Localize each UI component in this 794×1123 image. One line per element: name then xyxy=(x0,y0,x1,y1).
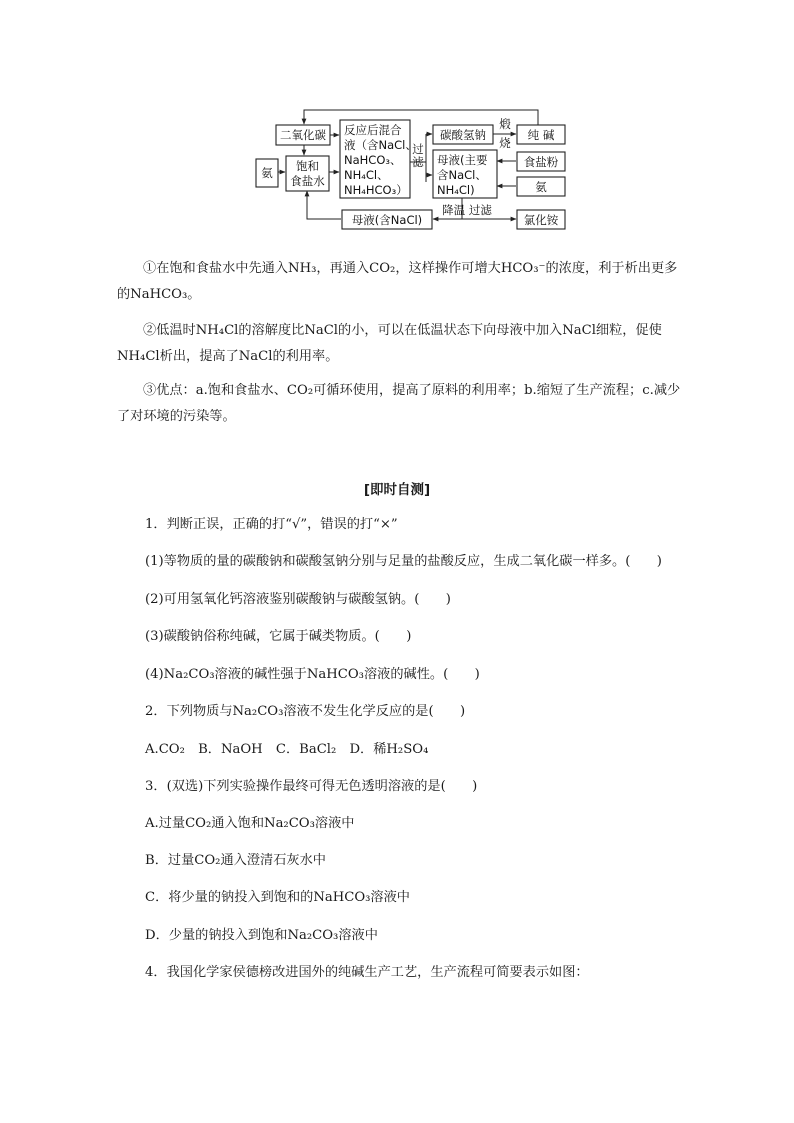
label-filter-2: 滤 xyxy=(412,155,424,169)
label-calcine-1: 煅 xyxy=(499,117,511,131)
question-4: 4．我国化学家侯德榜改进国外的纯碱生产工艺，生产流程可简要表示如图： xyxy=(145,965,589,980)
svg-text:NH₄Cl): NH₄Cl) xyxy=(437,183,475,197)
ammonia-soda-flow-diagram xyxy=(0,0,794,240)
node-co2 xyxy=(276,125,330,145)
paragraph-3: ③优点：a.饱和食盐水、CO₂可循环使用，提高了原料的利用率；b.缩短了生产流程；c.减少了对环境的污染等。 xyxy=(117,383,681,424)
arrow-mother-nacl-to-brine xyxy=(307,191,341,219)
svg-text:氨: 氨 xyxy=(535,180,547,194)
svg-text:反应后混合: 反应后混合 xyxy=(344,123,402,137)
question-2-options: A.CO₂ B．NaOH C．BaCl₂ D．稀H₂SO₄ xyxy=(145,742,429,757)
svg-text:氯化铵: 氯化铵 xyxy=(523,213,559,227)
svg-text:氨: 氨 xyxy=(261,166,273,180)
label-calcine-2: 烧 xyxy=(499,136,511,150)
svg-text:NaHCO₃、: NaHCO₃、 xyxy=(344,153,402,167)
svg-text:母液(主要: 母液(主要 xyxy=(437,153,488,167)
svg-text:食盐粉: 食盐粉 xyxy=(523,155,559,169)
question-3-option-a: A.过量CO₂通入饱和Na₂CO₃溶液中 xyxy=(145,816,355,831)
question-3: 3．(双选)下列实验操作最终可得无色透明溶液的是( ) xyxy=(145,779,478,794)
question-1-4: (4)Na₂CO₃溶液的碱性强于NaHCO₃溶液的碱性。( ) xyxy=(145,667,480,682)
question-1-2: (2)可用氢氧化钙溶液鉴别碳酸钠与碳酸氢钠。( ) xyxy=(145,592,451,607)
svg-text:NH₄HCO₃）: NH₄HCO₃） xyxy=(344,183,408,197)
question-1-1: (1)等物质的量的碳酸钠和碳酸氢钠分别与足量的盐酸反应，生成二氧化碳一样多。( ) xyxy=(145,554,662,569)
node-soda-ash xyxy=(517,125,565,144)
question-1-3: (3)碳酸钠俗称纯碱，它属于碱类物质。( ) xyxy=(145,629,412,644)
node-sodium-bicarbonate xyxy=(433,125,493,144)
svg-text:液（含NaCl、: 液（含NaCl、 xyxy=(344,138,417,152)
svg-text:含NaCl、: 含NaCl、 xyxy=(437,168,487,182)
node-salt-powder xyxy=(517,152,565,171)
question-3-option-c: C．将少量的钠投入到饱和的NaHCO₃溶液中 xyxy=(145,890,410,905)
node-ammonia-left xyxy=(256,159,278,187)
svg-text:纯 碱: 纯 碱 xyxy=(527,128,555,142)
question-2: 2．下列物质与Na₂CO₃溶液不发生化学反应的是( ) xyxy=(145,704,466,719)
svg-text:二氧化碳: 二氧化碳 xyxy=(280,128,326,142)
svg-text:母液(含NaCl): 母液(含NaCl) xyxy=(351,213,423,227)
paragraph-1: ①在饱和食盐水中先通入NH₃，再通入CO₂，这样操作可增大HCO₃⁻的浓度，利于析出更多的NaHCO₃。 xyxy=(117,261,678,302)
question-1: 1．判断正误，正确的打“√”，错误的打“×” xyxy=(145,517,398,532)
label-filter-1: 过 xyxy=(412,142,424,156)
question-3-option-d: D．少量的钠投入到饱和Na₂CO₃溶液中 xyxy=(145,928,378,943)
node-mother-liquor-nacl xyxy=(342,210,432,229)
svg-text:碳酸氢钠: 碳酸氢钠 xyxy=(440,128,486,142)
question-3-option-b: B．过量CO₂通入澄清石灰水中 xyxy=(145,853,326,868)
node-mother-liquor xyxy=(433,150,497,198)
svg-text:食盐水: 食盐水 xyxy=(290,174,325,188)
node-ammonia-right xyxy=(517,177,565,196)
svg-text:饱和: 饱和 xyxy=(296,159,319,173)
node-ammonium-chloride xyxy=(517,210,565,229)
paragraph-2: ②低温时NH₄Cl的溶解度比NaCl的小，可以在低温状态下向母液中加入NaCl细粒，促使NH₄Cl析出，提高了NaCl的利用率。 xyxy=(117,323,662,364)
section-title: [即时自测] xyxy=(363,482,431,498)
label-cool-filter: 降温 过滤 xyxy=(442,203,492,217)
node-reaction-mixture xyxy=(340,120,417,198)
svg-text:NH₄Cl、: NH₄Cl、 xyxy=(344,168,389,182)
node-saturated-brine xyxy=(286,156,329,191)
